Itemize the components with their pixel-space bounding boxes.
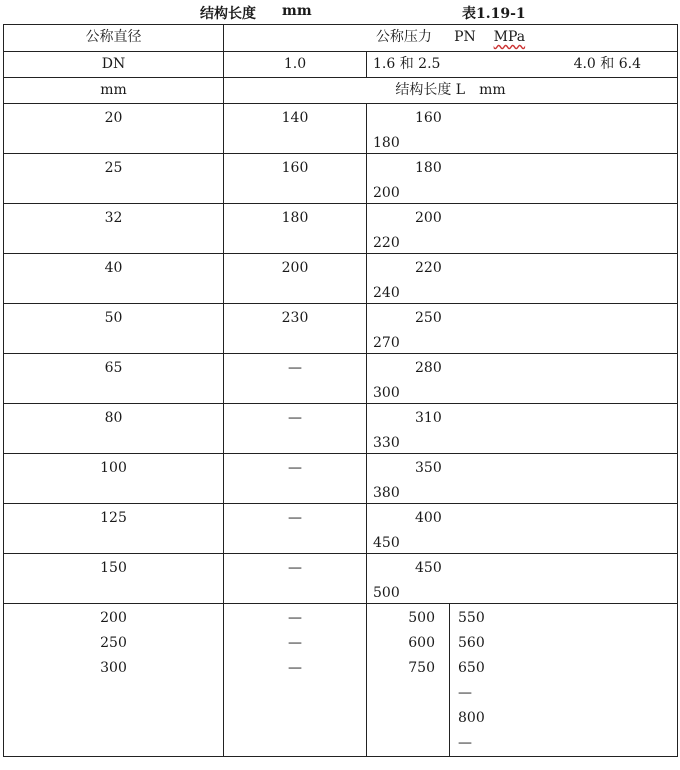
pn10-stack [224,604,366,681]
pn40-64-value: 800 [458,710,485,726]
table-row [4,404,678,454]
mpa-label: MPa [493,29,526,45]
table-row [4,354,678,404]
pn16-25-value: 750 [408,660,435,676]
pn40-64-value: 450 [373,535,400,551]
pn16-25-value: 250 [415,310,442,326]
pn10-value: 180 [281,210,309,226]
dn-value: 200 [100,610,127,626]
caption-unit: mm [282,3,312,19]
pn-label: PN [454,29,476,45]
pn16-25-value: 280 [415,360,442,376]
pn40-64-value: 300 [373,385,400,401]
header-nominal-pressure [224,25,678,52]
dn-value: 40 [104,260,123,276]
header-class-1-6-2-5: 1.6 和 2.5 [373,56,441,72]
pn16-25-value: 220 [415,260,442,276]
caption-title: 结构长度 [200,6,256,22]
pn10-value: 140 [281,110,309,126]
header-dn: DN [4,52,224,78]
pn16-25-value: 200 [415,210,442,226]
pn10-value: 160 [281,160,309,176]
pn40-64-value: 240 [373,285,400,301]
pn10-value: — [288,610,302,626]
pn16-25-value: 350 [415,460,442,476]
dn-value: 300 [100,660,127,676]
pn40-64-value: 270 [373,335,400,351]
dn-value: 32 [104,210,123,226]
pn10-value: — [288,410,302,426]
pn40-64-stack [458,604,677,756]
header-class-4-0-6-4: 4.0 和 6.4 [573,56,641,72]
dn-value: 100 [100,460,127,476]
structure-length-table [3,24,678,757]
dn-value: 50 [104,310,123,326]
pn40-64-value: 330 [373,435,400,451]
pn16-25-value: 310 [415,410,442,426]
nominal-pressure-label: 公称压力 [375,29,432,45]
pn40-64-value: 550 [458,610,485,626]
header-class-1-0: 1.0 [224,52,367,78]
header-row-classes [4,52,678,78]
caption-table-number: 表1.19-1 [462,6,526,22]
table-row [4,254,678,304]
pn16-25-value: 160 [415,110,442,126]
pn10-value: 230 [281,310,309,326]
pn40-64-value: 220 [373,235,400,251]
table-row-last-block [4,604,678,757]
pn10-value: — [288,460,302,476]
dn-value: 20 [104,110,123,126]
pn16-25-value: 400 [415,510,442,526]
pn40-64-value: 380 [373,485,400,501]
dn-value: 125 [100,510,127,526]
dn-stack [4,604,223,681]
pn16-25-value: 180 [415,160,442,176]
table-row [4,304,678,354]
table-caption [0,0,680,24]
pn10-value: — [288,560,302,576]
header-unit-mm: mm [4,78,224,104]
pn10-value: — [288,510,302,526]
pn40-64-value: 560 [458,635,485,651]
pn10-value: 200 [281,260,309,276]
pn10-value: — [288,635,302,651]
pn40-64-value: 180 [373,135,400,151]
pn40-64-value: — [458,735,472,751]
pn16-25-value: 450 [415,560,442,576]
pn10-value: — [288,660,302,676]
table-row [4,504,678,554]
pn40-64-value: — [458,685,472,701]
pn40-64-value: 200 [373,185,400,201]
dn-value: 80 [104,410,123,426]
header-dn-label: 公称直径 [4,25,224,52]
header-row-pressure [4,25,678,52]
pn16-25-stack [367,604,435,681]
header-class-group [367,52,678,78]
table-row [4,554,678,604]
pn16-25-value: 500 [408,610,435,626]
pn16-25-value: 600 [408,635,435,651]
dn-value: 250 [100,635,127,651]
dn-value: 25 [104,160,123,176]
pn10-value: — [288,360,302,376]
header-row-length [4,78,678,104]
table-row [4,104,678,154]
table-row [4,204,678,254]
table-row [4,454,678,504]
pn40-64-value: 650 [458,660,485,676]
pn40-64-value: 500 [373,585,400,601]
table-row [4,154,678,204]
dn-value: 65 [104,360,123,376]
header-structure-length: 结构长度 L mm [224,78,678,104]
dn-value: 150 [100,560,127,576]
